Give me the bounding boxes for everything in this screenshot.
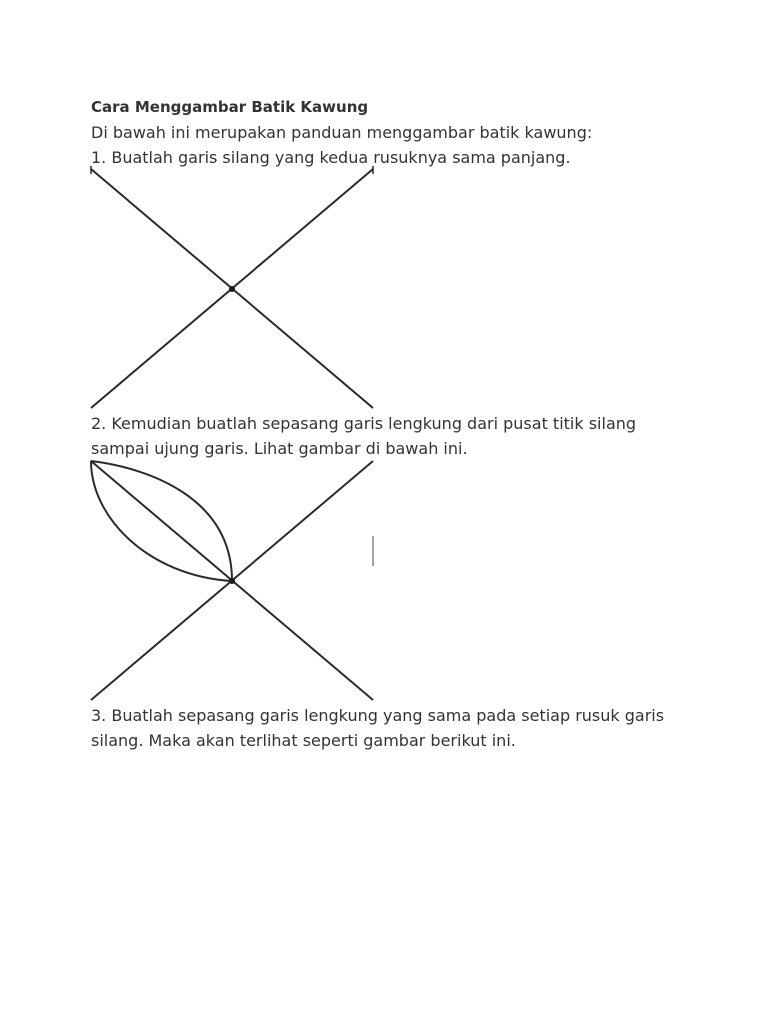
step-2-line-2: sampai ujung garis. Lihat gambar di bawah ini.: [91, 439, 468, 458]
step-3-line-1: 3. Buatlah sepasang garis lengkung yang sama pada setiap rusuk garis: [91, 706, 665, 725]
intro-paragraph: Di bawah ini merupakan panduan menggambar batik kawung:: [91, 123, 593, 142]
step-1-line-1: 1. Buatlah garis silang yang kedua rusuknya sama panjang.: [91, 148, 571, 167]
step-2-text: [91, 411, 636, 461]
center-point: [229, 578, 235, 584]
step-3-line-2: silang. Maka akan terlihat seperti gambar berikut ini.: [91, 731, 516, 750]
document-title: Cara Menggambar Batik Kawung: [91, 98, 369, 116]
center-point: [229, 286, 235, 292]
step-3-text: [91, 703, 664, 753]
crossed-lines-with-arcs-figure: [89, 458, 379, 703]
step-2-line-1: 2. Kemudian buatlah sepasang garis lengkung dari pusat titik silang: [91, 414, 637, 433]
crossed-lines-figure: [89, 166, 379, 411]
